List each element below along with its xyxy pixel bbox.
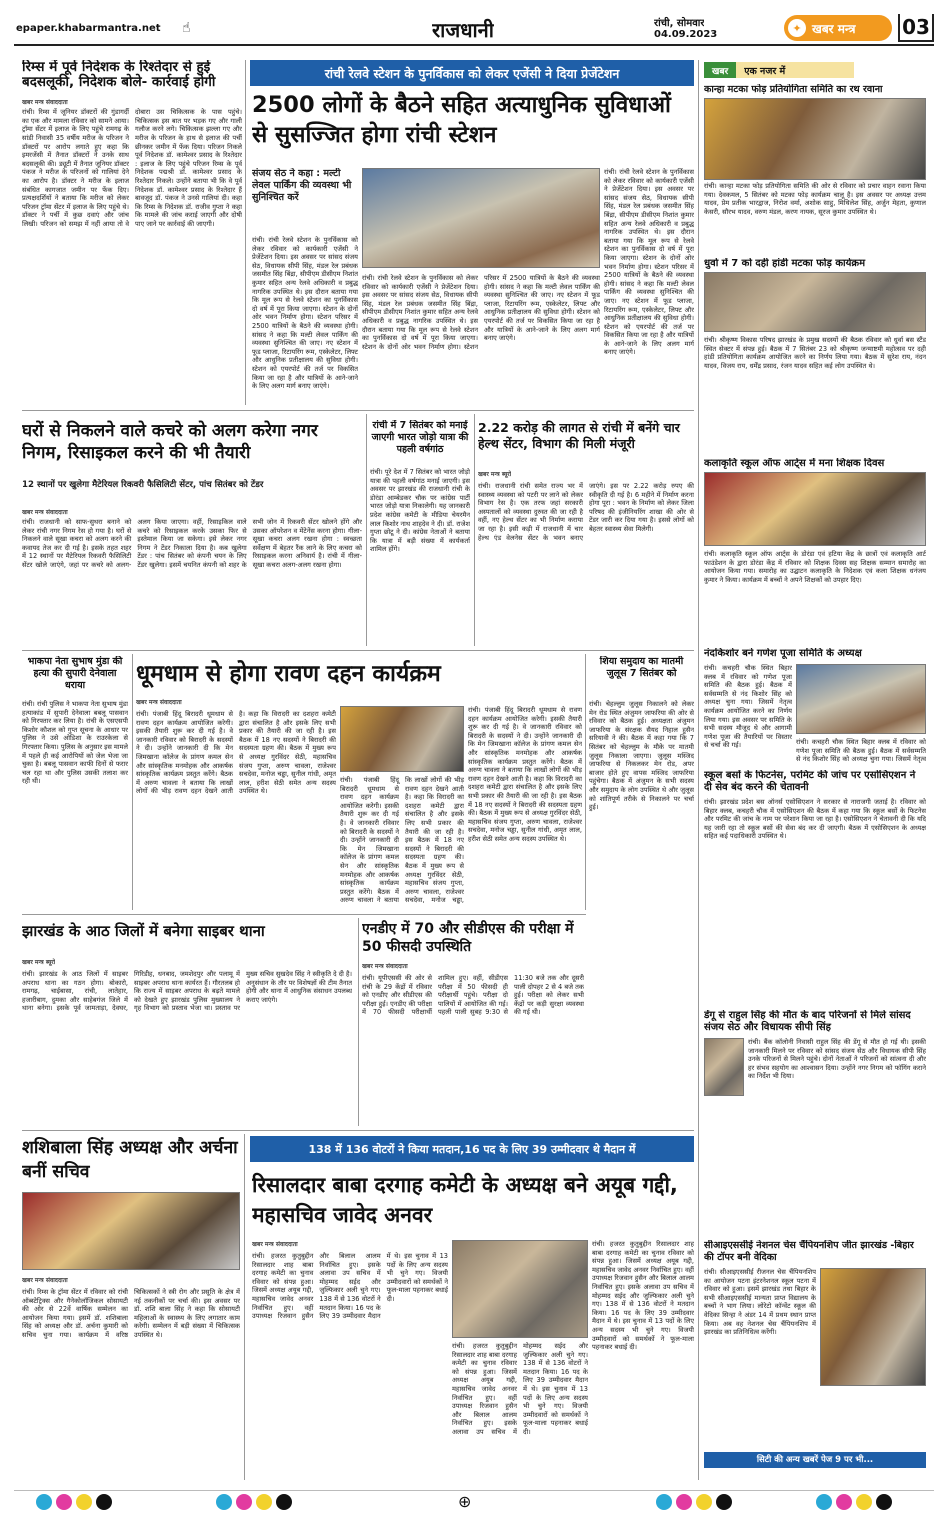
brand-badge — [784, 15, 892, 41]
right-item-3-headline: कलाकृति स्कूल ऑफ आर्ट्स में मना शिक्षक दिवस — [704, 458, 885, 469]
ravan-body-copy: रांची। पंजाबी हिंदू बिरादरी धूमधाम से रावण दहन कार्यक्रम आयोजित करेगी। इसकी तैयारी शुरू कर दी गई है। वे जानकारी रविवार को बिरादरी के सदस्यों ने दी। उन्होंने जानकारी दी कि मेन जिमखाना कॉलेज के प्रांगण कमल सेन और सांस्कृतिक मनमोहक और आकर्षक सांस्कृतिक कार्यक्रम प्रस्तुत करेंगे। बैठक में अरुण चावला ने बताया कि लाखों लोगों की भीड़ रावण दहन देखने आती है। कहा कि विरादरी का दशहरा कमेटी द्वारा संचालित है और इसके लिए सभी प्रकार की तैयारी की जा रही है। इस बैठक में 18 नए सदस्यों ने बिरादरी की सदस्यता ग्रहण की। बैठक में मुख्य रूप से अध्यक्ष गुरविंदर सेठी, महासचिव संजय गुप्ता, अरुण चावला, राजेश्वर सचदेवा, मनोज चड्ढा, — [340, 776, 464, 905]
dargah-body-copy-2: रांची। हजरत कुतुबुद्दीन रिसालदार शाह बाबा दरगाह कमेटी का चुनाव रविवार को संपन्न हुआ। जिसमें अध्यक्ष अयूब गद्दी, महासचिव जावेद अनवर निर्वाचित हुए। वहीं उपाध्यक्ष रिजवान हुसैन और बिलाल आलम निर्वाचित हुए। इसके अलावा उप सचिव में मोहम्मद सईद और जुल्फिकार अली चुने गए। 138 में से 136 वोटरों ने मतदान किया। 16 पद के लिए 39 उम्मीदवार मैदान में थे। इस चुनाव में 13 पदों के लिए अन्य सदस्य भी चुने गए। विजयी उम्मीदवारों को समर्थकों ने फूल-माला पहनाकर बधाई दी। — [592, 1240, 694, 1352]
brand-name: खबर मन्त्र — [812, 21, 856, 36]
issue-date: 04.09.2023 — [654, 29, 718, 40]
right-item-2-body: रांची। श्रीकृष्ण विकास परिषद झारखंड के प्रमुख सदस्यों की बैठक रविवार को धुर्वा बस स्टैंड स्थित सेक्टर में संपन्न हुई। बैठक में 7 सितंबर 23 को श्रीकृष्ण जन्माष्टमी महोत्सव पर दही हांडी प्रतियोगिता कार्यक्रम आयोजित करने का निर्णय लिया गया। बैठक में सुरेश राय, नंदन यादव, विजय राय, धर्मेंद्र प्रसाद, रंजन यादव सहित कई लोग उपस्थित थे। — [704, 336, 926, 370]
health-body: रांची। राजधानी रांची समेत राज्य भर में स्वास्थ्य व्यवस्था को पटरी पर लाने को लेकर विभाग रेस है। एक तरफ जहां सरकारी अस्पतालों को व्यवस्था दुरुस्त की जा रही है वहीं, नए हेल्थ सेंटर का भी निर्माण कराया जा रहा है। इसी कड़ी में राजधानी में चार हेल्थ एंड वेलनेस सेंटर के भवन बनाए जाएंगे। इस पर 2.22 करोड़ रुपए की स्वीकृति दी गई है। 6 महीने में निर्माण करना होगा पूरा : भवन के निर्माण को लेकर जिला परिषद की इंजीनियरिंग शाखा की ओर से टेंडर जारी कर दिया गया है। इससे लोगों को बेहतर स्वास्थ्य सेवा मिलेगी। — [478, 482, 694, 542]
dargah-body-3 — [592, 1240, 694, 1480]
right-item-2-image — [704, 272, 926, 332]
station-body-copy: रांची। रांची रेलवे स्टेशन के पुनर्विकास को लेकर रविवार को कार्यकारी एजेंसी ने प्रेजेंटेशन दिया। इस अवसर पर सांसद संजय सेठ, विधायक सीपी सिंह, मंडल रेल प्रबंधक जसमीत सिंह बिंद्रा, सीपीएम डीसीएम निशांत कुमार सहित अन्य रेलवे अधिकारी व प्रबुद्ध नागरिक उपस्थित थे। इस दौरान बताया गया कि मूल रूप से रेलवे स्टेशन का पुनर्विकास दो वर्ष में पूरा किया जाएगा। स्टेशन के दोनों ओर भवन निर्माण होगा। स्टेशन परिसर में 2500 यात्रियों के बैठने की व्यवस्था होगी। सांसद ने कहा कि मल्टी लेवल पार्किंग की व्यवस्था सुनिश्चित की जाए। नए स्टेशन में फूड प्लाजा, रिटायरिंग रूम, एस्केलेटर, लिफ्ट और आधुनिक प्रतीक्षालय की सुविधा होगी। स्टेशन को एयरपोर्ट की तर्ज पर विकसित किया जा रहा है और यात्रियों के आने-जाने के लिए अलग मार्ग बनाए जाएंगे। — [362, 274, 600, 351]
subhash-headline: भाकपा नेता सुभाष मुंडा की हत्या की सुपारी देनेवाला धराया — [27, 656, 123, 691]
kachra-body: रांची। राजधानी को साफ-सुथरा बनाने को लेकर रांची नगर निगम रेस हो गया है। घरों से निकलने वाले सूखा कचरा को अलग करने की कवायद तेज कर दी गई है। इसके तहत शहर में 12 स्थानों पर मैटेरियल रिकवरी फैसिलिटी सेंटर खोले जाएंगे, जहां पर कचरे को अलग-अलग किया जाएगा। वहीं, रिसाइकिल वाले कचरे को रिसाइकल करके उसका फिर से इस्तेमाल किया जा सकेगा। इसे लेकर नगर निगम ने टेंडर निकाला दिया है। कब खुलेगा टेंडर : पांच सितंबर को कंपनी चयन के लिए टेंडर खुलेगा। इसमें चयनित कंपनी को शहर के सभी जोन में रिकवरी सेंटर खोलने होंगे और उसका ऑपरेशन व मेंटेनेंस करना होगा। गीला-सूखा कचरा अलग रखना होगा : स्वच्छता सर्वेक्षण में बेहतर रैंक लाने के लिए कचरा को रिसाइकल करना अनिवार्य है। रांची में गीला-सूखा कचरा अलग-अलग रखना होगा। — [22, 518, 362, 569]
yatra-body: रांची। पूरे देश में 7 सितंबर को भारत जोड़ो यात्रा की पहली वर्षगांठ मनाई जाएगी। इस अवसर पर झारखंड की राजधानी रांची के डोरंडा आम्बेडकर चौक पर कांग्रेस पार्टी भारत जोड़ो यात्रा निकालेगी। यह जानकारी प्रदेश कांग्रेस कमेटी के मीडिया चेयरमैन लाल किशोर नाथ शाहदेव ने दी। डॉ. राजेश गुप्ता छोटू ने दी। कांग्रेस नेताओं ने बताया कि यात्रा में बड़ी संख्या में कार्यकर्ता शामिल होंगे। — [370, 468, 470, 554]
dargah-banner: 138 में 136 वोटरों ने किया मतदान,16 पद के लिए 39 उम्मीदवार थे मैदान में — [250, 1136, 694, 1162]
right-item-6-body: रांची। बैंक कॉलोनी निवासी राहुल सिंह की डेंगू से मौत हो गई थी। इसकी जानकारी मिलने पर रविवार को सांसद संजय सेठ और विधायक सीपी सिंह उनके परिजनों से मिलने पहुंचे। दोनों नेताओं ने परिजनों को सांत्वना दी और हर संभव सहयोग का आश्वासन दिया। उन्होंने नगर निगम को फॉगिंग कराने का निर्देश भी दिया। — [748, 1038, 926, 1081]
ravan-byline: खबर मन्त्र संवाददाता — [136, 699, 182, 706]
shashi-event-image — [22, 1192, 240, 1270]
rims-body: रांची। रिम्स में जूनियर डॉक्टरों की गुंडागर्दी का एक और मामला रविवार को सामने आया। ट्रॉमा सेंटर में इलाज के लिए पहुंचे रामगढ़ के सांडी निवासी 35 वर्षीय मरीज के परिजन ने डॉक्टरों पर आरोप लगाते हुए कहा कि इमरजेंसी में तैनात डॉक्टरों ने उनके साथ बदसलूकी की। ड्यूटी में तैनात जूनियर डॉक्टर पंकज ने मरीज के परिजनों को गालियां देने का आरोप है। डॉक्टर ने मरीज के इलाज संबंधित कागजात जमीन पर फेंक दिए। प्रत्यक्षदर्शियों ने बताया कि मरीज को लेकर परिजन ट्रॉमा सेंटर में इलाज के लिए पहुंचे थे। डॉक्टर ने पर्ची में कुछ दवाएं और जांच लिखी। परिजन को समझ में नहीं आया तो वे दोबारा उस चिकित्सक के पास पहुंचे। चिकित्सक इस बात पर भड़क गए और गाली गलौज करने लगे। चिकित्सक झल्ला गए और मरीज के परिजन के हाथ से इलाज की पर्ची छीनकर जमीन में फेंक दिया। परिजन निकले पूर्व निदेशक डॉ. कामेश्वर प्रसाद के रिश्तेदार : इलाज के लिए पहुंचे परिजन रिम्स के पूर्व निदेशक पद्मश्री डॉ. कामेश्वर प्रसाद के रिश्तेदार निकले। उन्होंने बताया भी कि वे पूर्व निदेशक डॉ. कामेश्वर प्रसाद के रिश्तेदार हैं बावजूद डॉ. पंकज ने उनसे गालियां दी। कहा कि रिम्स के निदेशक डॉ. राजीव गुप्ता ने कहा कि मामले की जांच कराई जाएगी और दोषी पाए जाने पर कार्रवाई की जाएगी। — [22, 108, 242, 228]
rims-byline: खबर मन्त्र संवाददाता — [22, 99, 68, 107]
dargah-body: रांची। हजरत कुतुबुद्दीन रिसालदार शाह बाबा दरगाह कमेटी का चुनाव रविवार को संपन्न हुआ। जिसमें अध्यक्ष अयूब गद्दी, महासचिव जावेद अनवर निर्वाचित हुए। वहीं उपाध्यक्ष रिजवान हुसैन और बिलाल आलम निर्वाचित हुए। इसके अलावा उप सचिव में मोहम्मद सईद और जुल्फिकार अली चुने गए। 138 में से 136 वोटरों ने मतदान किया। 16 पद के लिए 39 उम्मीदवार मैदान में थे। इस चुनाव में 13 पदों के लिए अन्य सदस्य भी चुने गए। विजयी उम्मीदवारों को समर्थकों ने फूल-माला पहनाकर बधाई दी। — [252, 1252, 448, 1321]
section-name: राजधानी — [432, 18, 494, 42]
station-body-side-copy: रांची। रांची रेलवे स्टेशन के पुनर्विकास को लेकर रविवार को कार्यकारी एजेंसी ने प्रेजेंटेशन दिया। इस अवसर पर सांसद संजय सेठ, विधायक सीपी सिंह, मंडल रेल प्रबंधक जसमीत सिंह बिंद्रा, सीपीएम डीसीएम निशांत कुमार सहित अन्य रेलवे अधिकारी व प्रबुद्ध नागरिक उपस्थित थे। इस दौरान बताया गया कि मूल रूप से रेलवे स्टेशन का पुनर्विकास दो वर्ष में पूरा किया जाएगा। स्टेशन के दोनों ओर भवन निर्माण होगा। स्टेशन परिसर में 2500 यात्रियों के बैठने की व्यवस्था होगी। सांसद ने कहा कि मल्टी लेवल पार्किंग की व्यवस्था सुनिश्चित की जाए। नए स्टेशन में फूड प्लाजा, रिटायरिंग रूम, एस्केलेटर, लिफ्ट और आधुनिक प्रतीक्षालय की सुविधा होगी। स्टेशन को एयरपोर्ट की तर्ज पर विकसित किया जा रहा है और यात्रियों के आने-जाने के लिए अलग मार्ग बनाए जाएंगे। — [604, 168, 694, 357]
shashi-headline: शशिबाला सिंह अध्यक्ष और अर्चना बनीं सचिव — [22, 1138, 238, 1182]
yatra-headline: रांची में 7 सितंबर को मनाई जाएगी भारत जोड़ो यात्रा की पहली वर्षगांठ — [371, 420, 469, 455]
dargah-body-2 — [452, 1342, 588, 1480]
ravan-body: रांची। पंजाबी हिंदू बिरादरी धूमधाम से रावण दहन कार्यक्रम आयोजित करेगी। इसकी तैयारी शुरू कर दी गई है। वे जानकारी रविवार को बिरादरी के सदस्यों ने दी। उन्होंने जानकारी दी कि मेन जिमखाना कॉलेज के प्रांगण कमल सेन और सांस्कृतिक मनमोहक और आकर्षक सांस्कृतिक कार्यक्रम प्रस्तुत करेंगे। बैठक में अरुण चावला ने बताया कि लाखों लोगों की भीड़ रावण दहन देखने आती है। कहा कि विरादरी का दशहरा कमेटी द्वारा संचालित है और इसके लिए सभी प्रकार की तैयारी की जा रही है। इस बैठक में 18 नए सदस्यों ने बिरादरी की सदस्यता ग्रहण की। बैठक में मुख्य रूप से अध्यक्ष गुरविंदर सेठी, महासचिव संजय गुप्ता, अरुण चावला, राजेश्वर सचदेवा, मनोज चड्ढा, सुनील गांधी, अमृत लाल, हरीश सेठी समेत अन्य सदस्य उपस्थित थे। — [136, 710, 336, 796]
label-tag: खबर — [704, 62, 736, 78]
right-item-4-body-copy: रांची। कचहरी चौक स्थित बिहार क्लब में रविवार को गणेश पूजा समिति की बैठक हुई। बैठक में सर्वसम्मति से नंद किशोर सिंह को अध्यक्ष चुना गया। जिसमें नेतृत्व — [796, 738, 926, 764]
ravan-body-2 — [340, 776, 464, 910]
right-label — [704, 62, 854, 78]
registration-crosshair-icon: ⊕ — [458, 1492, 472, 1511]
rims-story — [22, 60, 242, 405]
right-item-4-body-2 — [796, 738, 926, 764]
dargah-body-copy: रांची। हजरत कुतुबुद्दीन रिसालदार शाह बाबा दरगाह कमेटी का चुनाव रविवार को संपन्न हुआ। जिसमें अध्यक्ष अयूब गद्दी, महासचिव जावेद अनवर निर्वाचित हुए। वहीं उपाध्यक्ष रिजवान हुसैन और बिलाल आलम निर्वाचित हुए। इसके अलावा उप सचिव में मोहम्मद सईद और जुल्फिकार अली चुने गए। 138 में से 136 वोटरों ने मतदान किया। 16 पद के लिए 39 उम्मीदवार मैदान में थे। इस चुनाव में 13 पदों के लिए अन्य सदस्य भी चुने गए। विजयी उम्मीदवारों को समर्थकों ने फूल-माला पहनाकर बधाई दी। — [452, 1342, 588, 1436]
right-item-7-body: रांची। सीआइएससीई रीजनल चेस चैंपियनशिप का आयोजन पटना इंटरनेशनल स्कूल पटना में रविवार को हुआ। इसमें झारखंड तथा बिहार के सभी सीआइएससीई मान्यता प्राप्त विद्यालय के बच्चों ने भाग लिया। लोरेटो कॉन्वेंट स्कूल की वेदिका सिन्हा ने अंडर 14 में प्रथम स्थान प्राप्त किया। अब वह नेशनल चेस चैंपियनशिप में झारखंड का प्रतिनिधित्व करेंगी। — [704, 1268, 816, 1337]
right-item-4-body: रांची। कचहरी चौक स्थित बिहार क्लब में रविवार को गणेश पूजा समिति की बैठक हुई। बैठक में सर्वसम्मति से नंद किशोर सिंह को अध्यक्ष चुना गया। जिसमें नेतृत्व कार्यक्रम आयोजित करने का निर्णय लिया गया। इस अवसर पर समिति के सभी सदस्य मौजूद थे और आगामी गणेश पूजा की तैयारियों पर विस्तार से चर्चा की गई। — [704, 664, 792, 750]
cursor-icon: ☝ — [182, 20, 191, 36]
right-item-3-image — [704, 472, 926, 546]
right-item-2-headline: धुर्वा में 7 को दही हांडी मटका फोड़ कार्यक्रम — [704, 258, 866, 269]
more-news-bar[interactable] — [704, 1452, 926, 1468]
right-item-5-headline: स्कूल बसों के फिटनेस, परमिट की जांच पर एसोसिएशन ने दी सेव बंद करने की चेतावनी — [704, 770, 916, 793]
kachra-headline: घरों से निकलने वाले कचरे को अलग करेगा नगर निगम, रिसाइकल करने की भी तैयारी — [22, 421, 318, 463]
shashi-byline: खबर मन्त्र संवाददाता — [22, 1277, 68, 1284]
right-item-6-image — [704, 1038, 744, 1096]
print-marks — [14, 1490, 934, 1512]
station-body-cont — [362, 274, 600, 404]
label-title: एक नजर में — [736, 62, 854, 78]
right-item-3-body: रांची। कलाकृति स्कूल ऑफ आर्ट्स के डोरंडा एवं हटिया केंद्र के छात्रों एवं कलाकृति आर्ट फाउंडेशन के द्वारा डोरंडा केंद्र में रविवार को शिक्षक दिवस सह शिक्षक सम्मान समारोह का आयोजन किया गया। समारोह का उद्घाटन कलाकृति के निदेशक एवं कला शिक्षक धनंजय कुमार ने किया। कार्यक्रम में बच्चों ने अपने शिक्षकों को उपहार दिए। — [704, 550, 926, 584]
shashi-body: रांची। रिम्स के ट्रॉमा सेंटर में रविवार को रांची ऑब्स्टेट्रिक्स और गैनेकोलॉजिकल सोसायटी की ओर से 22वें वार्षिक सम्मेलन का आयोजन किया गया। इसमें डॉ. शशिबाला सिंह को अध्यक्ष और डॉ. अर्चना कुमारी को सचिव चुना गया। कार्यक्रम में वरिष्ठ चिकित्सकों ने स्त्री रोग और प्रसूति के क्षेत्र में नई तकनीकों पर चर्चा की। इस अवसर पर डॉ. शशि बाला सिंह ने कहा कि सोसायटी महिलाओं के स्वास्थ्य के लिए लगातार काम करेगी। सम्मेलन में बड़ी संख्या में चिकित्सक उपस्थित थे। — [22, 1288, 240, 1339]
ravan-body-3 — [468, 706, 582, 910]
cyber-headline: झारखंड के आठ जिलों में बनेगा साइबर थाना — [22, 922, 265, 940]
station-banner: रांची रेलवे स्टेशन के पुनर्विकास को लेकर एजेंसी ने दिया प्रेजेंटेशन — [250, 60, 694, 86]
brand-logo-icon: ✦ — [788, 19, 806, 37]
kachra-deck: 12 स्थानों पर खुलेगा मैटेरियल रिकवरी फैसिलिटी सेंटर, पांच सितंबर को टेंडर — [22, 480, 264, 490]
health-byline: खबर मन्त्र ब्यूरो — [478, 471, 512, 478]
rims-headline: रिम्स में पूर्व निदेशक के रिश्तेदार से हुई बदसलूकी, निदेशक बोले- कार्रवाई होगी — [22, 60, 216, 91]
right-item-6-headline: डेंगू से राहुल सिंह की मौत के बाद परिजनों से मिले सांसद संजय सेठ और विधायक सीपी सिंह — [704, 1010, 911, 1033]
ravan-body-copy-2: रांची। पंजाबी हिंदू बिरादरी धूमधाम से रावण दहन कार्यक्रम आयोजित करेगी। इसकी तैयारी शुरू कर दी गई है। वे जानकारी रविवार को बिरादरी के सदस्यों ने दी। उन्होंने जानकारी दी कि मेन जिमखाना कॉलेज के प्रांगण कमल सेन और सांस्कृतिक मनमोहक और आकर्षक सांस्कृतिक कार्यक्रम प्रस्तुत करेंगे। बैठक में अरुण चावला ने बताया कि लाखों लोगों की भीड़ रावण दहन देखने आती है। कहा कि विरादरी का दशहरा कमेटी द्वारा संचालित है और इसके लिए सभी प्रकार की तैयारी की जा रही है। इस बैठक में 18 नए सदस्यों ने बिरादरी की सदस्यता ग्रहण की। बैठक में मुख्य रूप से अध्यक्ष गुरविंदर सेठी, महासचिव संजय गुप्ता, अरुण चावला, राजेश्वर सचदेवा, मनोज चड्ढा, सुनील गांधी, अमृत लाल, हरीश सेठी समेत अन्य सदस्य उपस्थित थे। — [468, 706, 582, 843]
right-item-1-body: रांची। कान्हा मटका फोड़ प्रतियोगिता समिति की ओर से रविवार को प्रचार वाहन रवाना किया गया। देवकमल, 5 सितंबर को मटका फोड़ कार्यक्रम चालू है। इस अवसर पर अध्यक्ष उत्तम यादव, प्रेम प्रतीक भारद्वाज, निरोश वर्मा, अशोक साहु, मिथिलेश सिंह, अर्जुन मेहता, कुणाल केसरी, सौरभ यादव, वरुण मंडल, करण नायक, सूरज कुमार उपस्थित थे। — [704, 182, 926, 216]
subhash-body: रांची। रांची पुलिस ने भाकपा नेता सुभाष मुंडा हत्याकांड में सुपारी देनेवाला बबलू पासवान को गिरफ्तार कर लिया है। रांची के एसएसपी किशोर कौशल को गुप्त सूचना के आधार पर पुलिस ने उसे ओडिशा के राउरकेला से गिरफ्तार किया। पुलिस के अनुसार इस मामले में पहले ही कई आरोपियों को जेल भेजा जा चुका है। बबलू पासवान काफी दिनों से फरार चल रहा था और पुलिस उसकी तलाश कर रही थी। — [22, 700, 128, 786]
station-body-side — [604, 168, 694, 404]
page-number: 03 — [898, 14, 934, 42]
cyber-byline: खबर मन्त्र ब्यूरो — [22, 959, 56, 966]
nda-headline: एनडीए में 70 और सीडीएस की परीक्षा में 50 फीसदी उपस्थिति — [362, 921, 574, 955]
dargah-byline: खबर मन्त्र संवाददाता — [252, 1241, 298, 1248]
ravan-headline: धूमधाम से होगा रावण दहन कार्यक्रम — [136, 661, 441, 687]
station-body: रांची। रांची रेलवे स्टेशन के पुनर्विकास को लेकर रविवार को कार्यकारी एजेंसी ने प्रेजेंटेशन दिया। इस अवसर पर सांसद संजय सेठ, विधायक सीपी सिंह, मंडल रेल प्रबंधक जसमीत सिंह बिंद्रा, सीपीएम डीसीएम निशांत कुमार सहित अन्य रेलवे अधिकारी व प्रबुद्ध नागरिक उपस्थित थे। इस दौरान बताया गया कि मूल रूप से रेलवे स्टेशन का पुनर्विकास दो वर्ष में पूरा किया जाएगा। स्टेशन के दोनों ओर भवन निर्माण होगा। स्टेशन परिसर में 2500 यात्रियों के बैठने की व्यवस्था होगी। सांसद ने कहा कि मल्टी लेवल पार्किंग की व्यवस्था सुनिश्चित की जाए। नए स्टेशन में फूड प्लाजा, रिटायरिंग रूम, एस्केलेटर, लिफ्ट और आधुनिक प्रतीक्षालय की सुविधा होगी। स्टेशन को एयरपोर्ट की तर्ज पर विकसित किया जा रहा है और यात्रियों के आने-जाने के लिए अलग मार्ग बनाए जाएंगे। — [252, 236, 358, 391]
site-url[interactable]: epaper.khabarmantra.net — [16, 23, 161, 34]
page-header — [14, 14, 934, 46]
more-news-text: सिटी की अन्य खबरें पेज 9 पर भी... — [756, 1455, 874, 1465]
station-render-image — [362, 168, 600, 268]
julus-body: रांची। चेहल्लुम जुलूस निकालने को लेकर मेन रोड स्थित अंजुमन जाफरिया की ओर से रविवार को बैठक हुई। अध्यक्षता अंजुमन जाफरिया के संरक्षक सैयद निहाल हुसैन सरियावी ने की। बैठक में कहा गया कि 7 सितंबर को चेहल्लुम के मौके पर मातमी जुलूस निकाला जाएगा। जुलूस मस्जिद जाफरिया से निकलकर मेन रोड, अपर बाजार होते हुए वापस मस्जिद जाफरिया पहुंचेगा। बैठक में अंजुमन के सभी सदस्य और समुदाय के लोग उपस्थित थे और जुलूस को शांतिपूर्ण तरीके से निकालने पर चर्चा हुई। — [589, 700, 694, 812]
city-day: रांची, सोमवार — [654, 18, 705, 29]
right-item-1-image — [704, 98, 926, 180]
dargah-headline: रिसालदार बाबा दरगाह कमेटी के अध्यक्ष बने अयूब गद्दी, महासचिव जावेद अनवर — [252, 1173, 678, 1227]
nda-byline: खबर मन्त्र संवाददाता — [362, 963, 408, 970]
cyber-body: रांची। झारखंड के आठ जिलों में साइबर अपराध थाना का गठन होगा। बोकारो, रामगढ़, चाईबासा, रांची, लातेहार, हजारीबाग, दुमका और साहेबगंज जिले में थाना बनेगा। इसके पूर्व जामताड़ा, देवघर, गिरिडीह, धनबाद, जमशेदपुर और पलामू में साइबर अपराध थाना कार्यरत हैं। गौरतलब हो कि राज्य में साइबर अपराध के बढ़ते मामले को देखते हुए झारखंड पुलिस मुख्यालय ने गृह विभाग को प्रस्ताव भेजा था। प्रस्ताव पर मुख्य सचिव सुखदेव सिंह ने स्वीकृति दे दी है। अनुसंधान के तौर पर विशेषज्ञों की टीम तैनात होगी और थाना में आधुनिक संसाधन उपलब्ध कराए जाएंगे। — [22, 970, 352, 1013]
right-item-7-image — [820, 1268, 926, 1386]
right-item-4-image — [796, 664, 926, 734]
kachra-byline: खबर मन्त्र संवाददाता — [22, 509, 68, 516]
nda-body: रांची। यूपीएससी की ओर से रांची के 29 केंद्रों में रविवार को एनडीए और सीडीएस की परीक्षा हुई। एनडीए की परीक्षा में 70 फीसदी परीक्षार्थी शामिल हुए। वहीं, सीडीएस परीक्षा में 50 फीसदी ही परीक्षार्थी पहुंचे। परीक्षा दो पालियों में आयोजित की गई। पहली पाली सुबह 9:30 से 11:30 बजे तक और दूसरी पाली दोपहर 2 से 4 बजे तक हुई। परीक्षा को लेकर सभी केंद्रों पर कड़ी सुरक्षा व्यवस्था की गई थी। — [362, 974, 584, 1017]
right-item-1-headline: कान्हा मटका फोड़ प्रतियोगिता समिति का रथ रवाना — [704, 84, 883, 95]
station-headline: 2500 लोगों के बैठने सहित अत्याधुनिक सुविधाओं से सुसज्जित होगा रांची स्टेशन — [252, 92, 671, 148]
right-item-4-headline: नंदकिशोर बने गणेश पूजा समिति के अध्यक्ष — [704, 648, 862, 659]
right-item-5-body: रांची। झारखंड प्रदेश बस ऑनर्स एसोसिएशन ने सरकार से नाराजगी जताई है। रविवार को बिहार क्लब, कचहरी चौक में एसोसिएशन की बैठक में कहा गया कि स्कूल बसों के फिटनेस और परमिट की जांच के नाम पर परेशान किया जा रहा है। एसोसिएशन ने चेतावनी दी कि यदि यह जारी रहा तो स्कूल बसों की सेवा बंद कर दी जाएगी। बैठक में एसोसिएशन के अध्यक्ष सहित कई पदाधिकारी उपस्थित थे। — [704, 798, 926, 841]
station-deck: संजय सेठ ने कहा : मल्टी लेवल पार्किंग की व्यवस्था भी सुनिश्चित करें — [252, 168, 352, 203]
health-headline: 2.22 करोड़ की लागत से रांची में बनेंगे चार हेल्थ सेंटर, विभाग की मिली मंजूरी — [478, 420, 680, 451]
ravan-meeting-image — [340, 706, 464, 772]
right-item-7-headline: सीआइएससीई नेशनल चेस चैंपियनशिप जीत झारखंड -बिहार की टॉपर बनी वेदिका — [704, 1240, 914, 1263]
dargah-committee-image — [452, 1240, 588, 1338]
julus-headline: शिया समुदाय का मातमी जुलूस 7 सितंबर को — [599, 656, 684, 679]
